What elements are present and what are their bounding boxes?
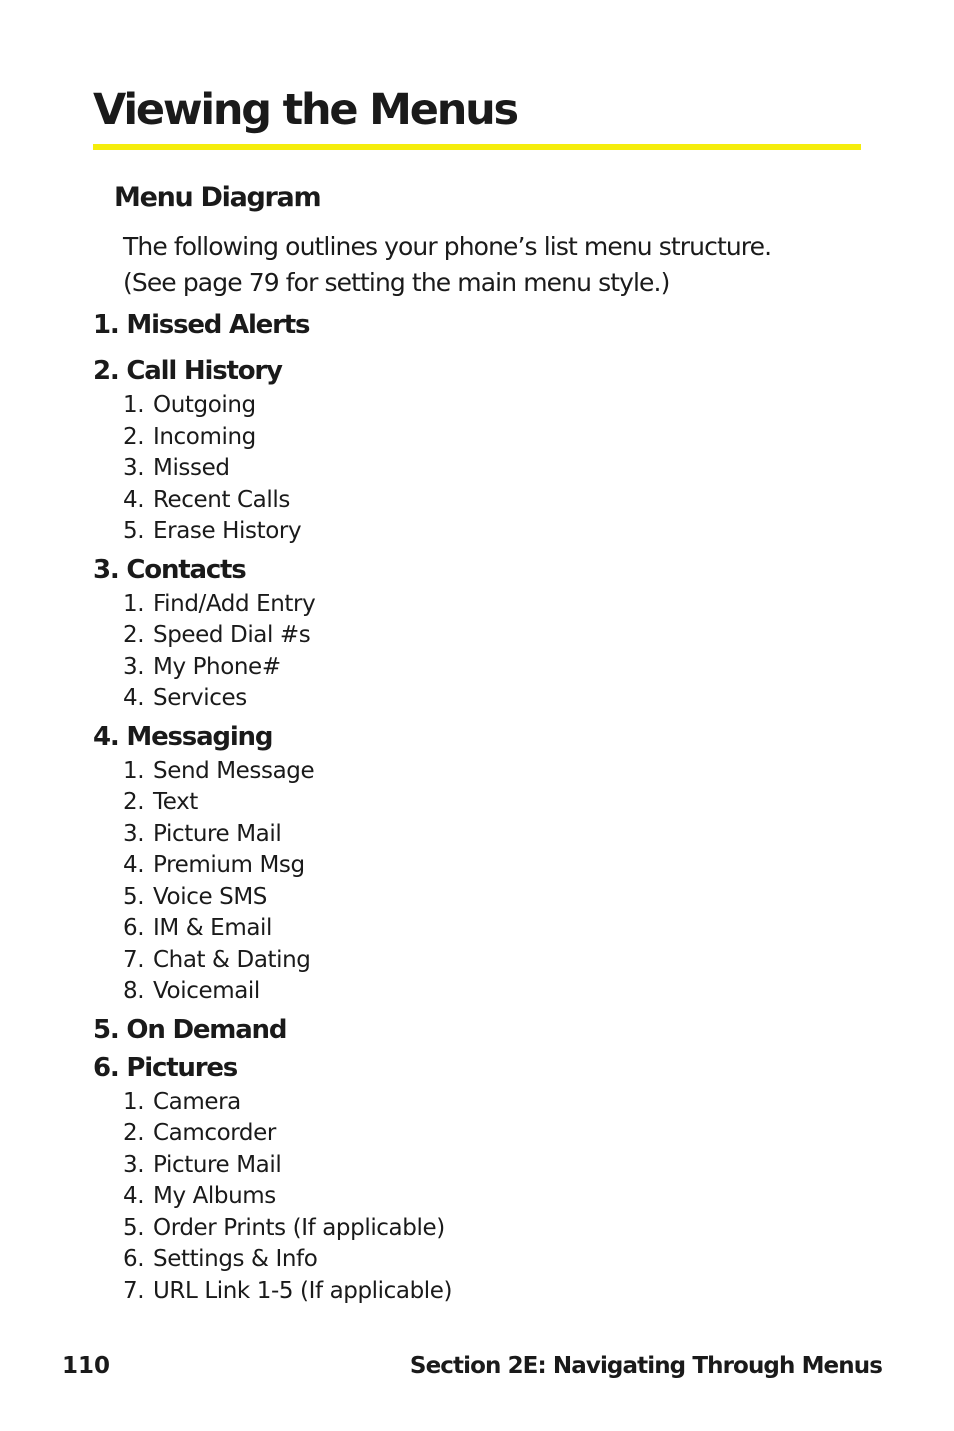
submenu-item: 3. Missed (123, 455, 230, 481)
menu-item-messaging: 4. Messaging (93, 721, 273, 752)
submenu-item: 2. Text (123, 789, 198, 815)
menu-item-on-demand: 5. On Demand (93, 1014, 287, 1045)
menu-group (93, 1011, 793, 1049)
title-underline-rule (93, 144, 861, 150)
page-title: Viewing the Menus (93, 85, 517, 135)
submenu-list (93, 390, 793, 548)
menu-group (93, 718, 793, 1008)
submenu-item: 1. Find/Add Entry (123, 590, 316, 617)
intro-text (123, 229, 843, 301)
submenu-item: 5. Erase History (123, 518, 302, 544)
page-number: 110 (62, 1353, 111, 1379)
intro-line-2: (See page 79 for setting the main menu style.) (123, 268, 670, 297)
menu-group (93, 352, 793, 548)
submenu-list (93, 1087, 793, 1308)
submenu-list (93, 589, 793, 715)
submenu-item: 1. Send Message (123, 757, 315, 784)
menu-list (93, 306, 793, 1310)
submenu-item: 1. Outgoing (123, 392, 256, 418)
submenu-item: 3. My Phone# (123, 653, 281, 680)
menu-group (93, 1049, 793, 1308)
submenu-item: 4. Services (123, 685, 247, 711)
submenu-item: 4. Recent Calls (123, 486, 290, 513)
submenu-item: 4. My Albums (123, 1183, 276, 1209)
submenu-item: 6. IM & Email (123, 915, 272, 941)
menu-group (93, 306, 793, 344)
section-heading: Menu Diagram (114, 182, 321, 213)
submenu-item: 6. Settings & Info (123, 1246, 318, 1272)
intro-line-1: The following outlines your phone’s list menu structure. (123, 232, 772, 261)
footer-section-title: Section 2E: Navigating Through Menus (409, 1353, 882, 1379)
submenu-item: 7. Chat & Dating (123, 946, 311, 973)
submenu-item: 2. Speed Dial #s (123, 622, 311, 648)
menu-item-contacts: 3. Contacts (93, 554, 246, 585)
submenu-item: 8. Voicemail (123, 978, 260, 1004)
menu-item-call-history: 2. Call History (93, 356, 282, 386)
submenu-item: 2. Incoming (123, 423, 256, 450)
submenu-item: 3. Picture Mail (123, 820, 282, 847)
menu-item-pictures: 6. Pictures (93, 1052, 238, 1083)
menu-item-missed-alerts: 1. Missed Alerts (93, 310, 310, 340)
submenu-item: 3. Picture Mail (123, 1151, 282, 1178)
submenu-item: 5. Order Prints (If applicable) (123, 1214, 445, 1241)
submenu-item: 1. Camera (123, 1088, 241, 1115)
submenu-list (93, 756, 793, 1008)
submenu-item: 5. Voice SMS (123, 883, 267, 910)
submenu-item: 2. Camcorder (123, 1120, 276, 1146)
menu-group (93, 551, 793, 715)
submenu-item: 7. URL Link 1-5 (If applicable) (123, 1277, 453, 1304)
submenu-item: 4. Premium Msg (123, 852, 305, 878)
